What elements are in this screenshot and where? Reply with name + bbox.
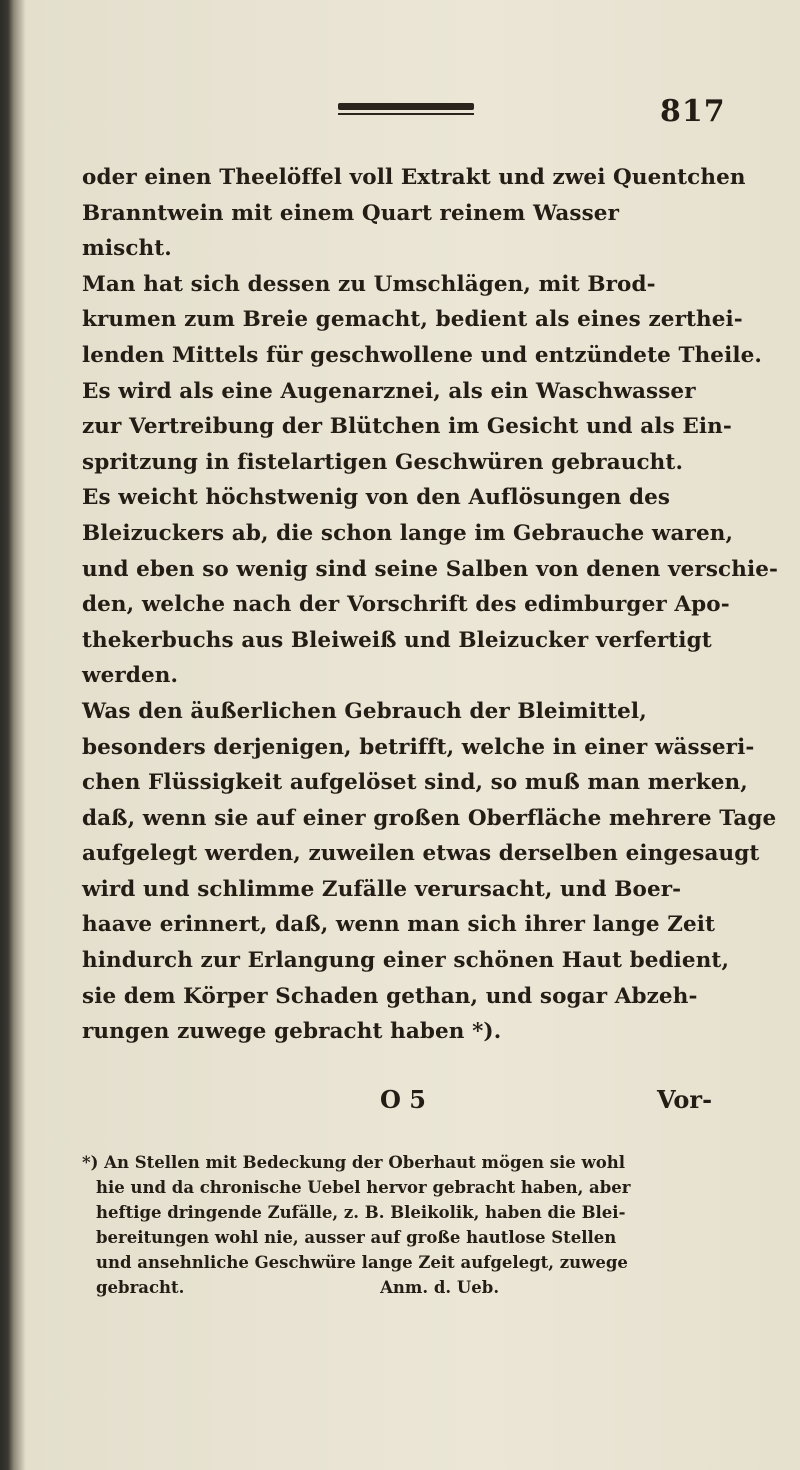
footnote-line: bereitungen wohl nie, ausser auf große hautlose Stellen [96, 1228, 617, 1247]
text-line: aufgelegt werden, zuweilen etwas derselben eingesaugt [82, 841, 760, 867]
text-line: besonders derjenigen, betrifft, welche in einer wässeri- [82, 734, 755, 760]
text-line: thekerbuchs aus Bleiweiß und Bleizucker verfertigt [82, 627, 712, 653]
text-line: werden. [82, 663, 179, 689]
header-rule [338, 103, 474, 110]
text-line: haave erinnert, daß, wenn man sich ihrer lange Zeit [82, 912, 716, 938]
translator-note: Anm. d. Ueb. [380, 1278, 500, 1297]
text-line: Bleizuckers ab, die schon lange im Gebrauche waren, [82, 520, 734, 546]
text-line: daß, wenn sie auf einer großen Oberfläche mehrere Tage [82, 805, 777, 831]
text-line: zur Vertreibung der Blütchen im Gesicht und als Ein- [82, 414, 732, 440]
footnote-line: hie und da chronische Uebel hervor gebracht haben, aber [96, 1178, 631, 1197]
text-line: mischt. [82, 236, 172, 262]
footnote-last-line [82, 1275, 742, 1300]
page [20, 0, 800, 1470]
footnote-line: *) An Stellen mit Bedeckung der Oberhaut mögen sie wohl [82, 1153, 625, 1172]
text-line: rungen zuwege gebracht haben *). [82, 1019, 502, 1045]
text-line: Es weicht höchstwenig von den Auflösungen des [82, 485, 671, 511]
text-line: chen Flüssigkeit aufgelöset sind, so muß man merken, [82, 770, 748, 796]
text-line: sie dem Körper Schaden gethan, und sogar Abzeh- [82, 983, 698, 1009]
text-line: spritzung in fistelartigen Geschwüren gebraucht. [82, 449, 684, 475]
signature-mark: O 5 [380, 1085, 426, 1114]
text-line: Es wird als eine Augenarznei, als ein Waschwasser [82, 378, 696, 404]
text-line: Was den äußerlichen Gebrauch der Bleimittel, [82, 698, 647, 724]
footnote-line: und ansehnliche Geschwüre lange Zeit aufgelegt, zuwege [96, 1253, 628, 1272]
footnote [82, 1150, 742, 1300]
catchword: Vor- [657, 1085, 713, 1114]
page-number: 817 [660, 94, 726, 129]
text-line: Man hat sich dessen zu Umschlägen, mit Brod- [82, 271, 656, 297]
text-line: lenden Mittels für geschwollene und entzündete Theile. [82, 342, 762, 368]
text-line: hindurch zur Erlangung einer schönen Haut bedient, [82, 948, 730, 974]
text-line: wird und schlimme Zufälle verursacht, und Boer- [82, 876, 682, 902]
body-text [82, 160, 779, 1050]
footnote-line: heftige dringende Zufälle, z. B. Bleikolik, haben die Blei- [96, 1203, 626, 1222]
text-line: und eben so wenig sind seine Salben von denen verschie- [82, 556, 779, 582]
text-line: Branntwein mit einem Quart reinem Wasser [82, 200, 619, 226]
page-footer [82, 1085, 732, 1125]
footnote-line: gebracht. [96, 1278, 185, 1297]
text-line: den, welche nach der Vorschrift des edimburger Apo- [82, 592, 730, 618]
text-line: oder einen Theelöffel voll Extrakt und zwei Quentchen [82, 165, 746, 190]
text-line: krumen zum Breie gemacht, bedient als eines zerthei- [82, 307, 743, 333]
